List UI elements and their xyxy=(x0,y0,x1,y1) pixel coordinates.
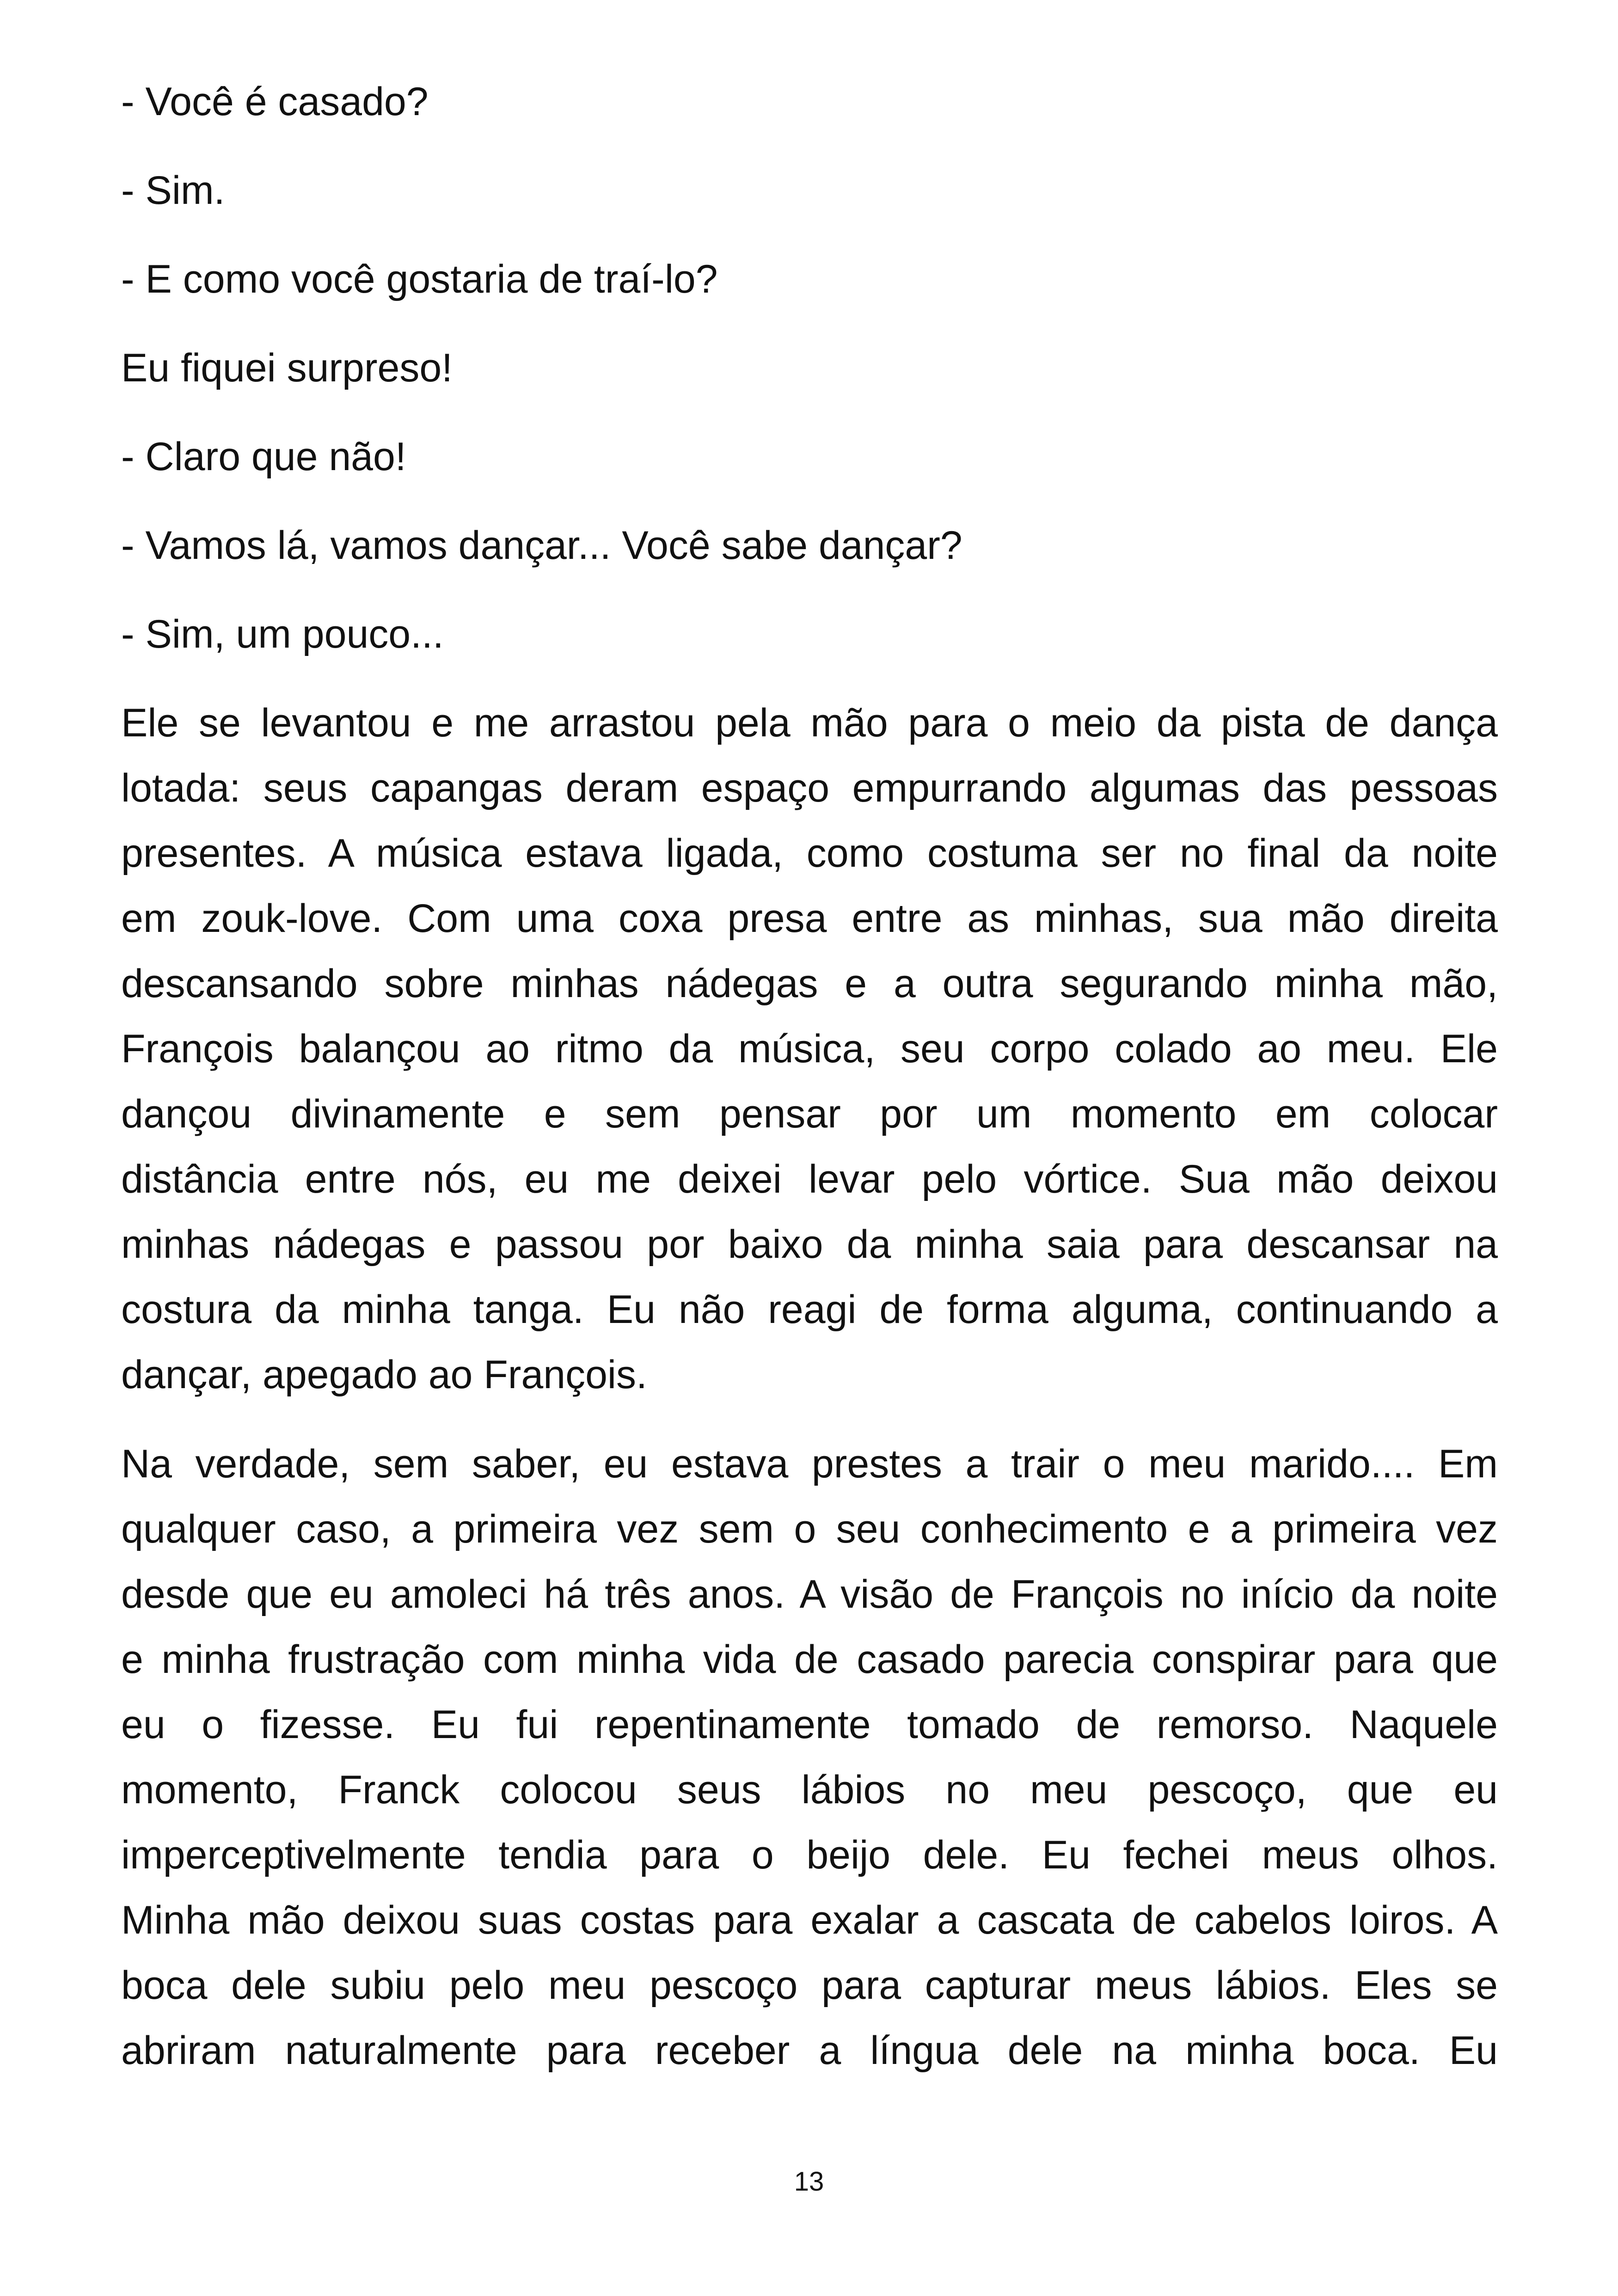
dialogue-line: - Você é casado? xyxy=(121,80,429,124)
paragraph-line: Minha mão deixou suas costas para exalar a cascata de cabelos loiros. A xyxy=(121,1898,1498,1942)
paragraph-line: abriram naturalmente para receber a língua dele na minha boca. Eu xyxy=(121,2028,1498,2073)
paragraph-line: lotada: seus capangas deram espaço empurrando algumas das pessoas xyxy=(121,766,1498,810)
paragraph-line: desde que eu amoleci há três anos. A visão de François no início da noite xyxy=(121,1572,1498,1616)
page-number: 13 xyxy=(794,2167,824,2197)
paragraph-line: imperceptivelmente tendia para o beijo dele. Eu fechei meus olhos. xyxy=(121,1833,1498,1877)
paragraph-line: eu o fizesse. Eu fui repentinamente tomado de remorso. Naquele xyxy=(121,1702,1498,1747)
paragraph-line: minhas nádegas e passou por baixo da minha saia para descansar na xyxy=(121,1222,1498,1267)
dialogue-line: - Vamos lá, vamos dançar... Você sabe dançar? xyxy=(121,523,962,568)
dialogue-line: - E como você gostaria de traí-lo? xyxy=(121,257,718,301)
paragraph-line: dançou divinamente e sem pensar por um momento em colocar xyxy=(121,1092,1498,1136)
dialogue-line: - Claro que não! xyxy=(121,435,406,479)
paragraph-line: costura da minha tanga. Eu não reagi de forma alguma, continuando a xyxy=(121,1287,1498,1332)
dialogue-line: - Sim, um pouco... xyxy=(121,612,444,656)
paragraph-line: presentes. A música estava ligada, como costuma ser no final da noite xyxy=(121,831,1498,876)
paragraph-line: momento, Franck colocou seus lábios no meu pescoço, que eu xyxy=(121,1768,1498,1812)
paragraph-line: boca dele subiu pelo meu pescoço para capturar meus lábios. Eles se xyxy=(121,1963,1498,2008)
paragraph-line: descansando sobre minhas nádegas e a outra segurando minha mão, xyxy=(121,961,1498,1006)
paragraph-line: dançar, apegado ao François. xyxy=(121,1353,647,1397)
paragraph-line: Ele se levantou e me arrastou pela mão para o meio da pista de dança xyxy=(121,701,1498,745)
paragraph-line: distância entre nós, eu me deixei levar pelo vórtice. Sua mão deixou xyxy=(121,1157,1498,1201)
paragraph-line: François balançou ao ritmo da música, seu corpo colado ao meu. Ele xyxy=(121,1027,1498,1071)
page-body xyxy=(121,69,1498,2083)
dialogue-line: Eu fiquei surpreso! xyxy=(121,346,453,390)
paragraph-dance xyxy=(121,691,1498,1408)
dialogue-line: - Sim. xyxy=(121,168,225,213)
paragraph-betrayal xyxy=(121,1432,1498,2083)
paragraph-line: em zouk-love. Com uma coxa presa entre as minhas, sua mão direita xyxy=(121,896,1498,941)
paragraph-line: e minha frustração com minha vida de casado parecia conspirar para que xyxy=(121,1637,1498,1682)
paragraph-line: Na verdade, sem saber, eu estava prestes a trair o meu marido.... Em xyxy=(121,1442,1498,1486)
paragraph-line: qualquer caso, a primeira vez sem o seu conhecimento e a primeira vez xyxy=(121,1507,1498,1551)
